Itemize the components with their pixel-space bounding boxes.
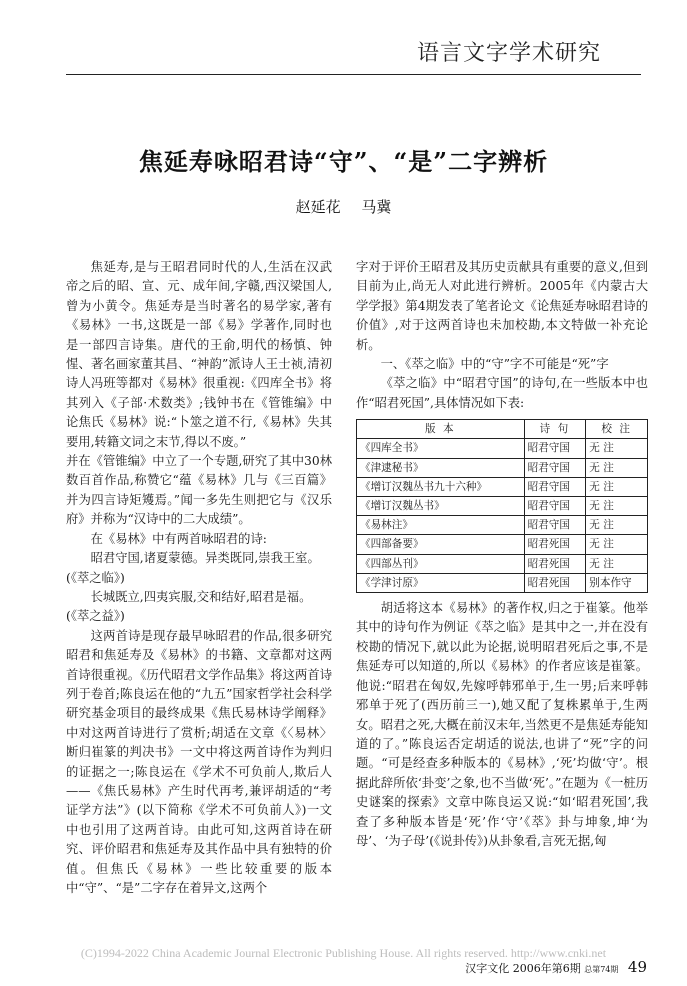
table-row <box>357 439 648 458</box>
table-header-cell: 诗 句 <box>524 420 586 439</box>
paragraph: 并在《管锥编》中立了一个专题,研究了其中30林数百首作品,称赞它“蕴《易林》几与《三百篇》并为四言诗矩矱焉。”闻一多先生则把它与《汉乐府》并称为“汉诗中的二大成绩”。 <box>66 454 332 527</box>
paragraph: 焦延寿,是与王昭君同时代的人,生活在汉武帝之后的昭、宣、元、成年间,字赣,西汉梁国人,曾为小黄令。焦延寿是当时著名的易学家,著有《易林》一书,这既是一部《易》学著作,同时也是一部四言诗集。唐代的王俞,明代的杨慎、钟惺、著名画家董其昌、“神韵”派诗人王士祯,清初诗人冯班等都对《易林》很重视:《四库全书》将其列入《子部·术数类》;钱钟书在《管锥编》中论焦氏《易林》说:“卜筮之道不行,《易林》失其要用,转籍文词之末节,得以不废。” <box>66 260 332 449</box>
table-row <box>357 458 648 477</box>
footer-total-issue: 总第74期 <box>584 965 619 974</box>
poem-line: 昭君守国,诸夏蒙德。异类既同,崇我王室。 <box>90 551 320 566</box>
paragraph: 字对于评价王昭君及其历史贡献具有重要的意义,但到目前为止,尚无人对此进行辨析。2005年《内蒙古大学学报》第4期发表了笔者论文《论焦延寿咏昭君诗的价值》,对于这两首诗也未加校勘,本文特做一补充论析。 <box>356 260 648 352</box>
table-cell: 《增订汉魏丛书九十六种》 <box>357 477 525 496</box>
table-cell: 昭君守国 <box>524 458 586 477</box>
table-header-cell: 校 注 <box>586 420 648 439</box>
table-header-cell: 版 本 <box>357 420 525 439</box>
table-cell: 昭君死国 <box>524 573 586 592</box>
table-cell: 《增订汉魏丛书》 <box>357 497 525 516</box>
table-cell: 《学津讨原》 <box>357 573 525 592</box>
table-row <box>357 516 648 535</box>
footer-issue: 2006年第6期 <box>512 962 581 975</box>
table-cell: 《津逮秘书》 <box>357 458 525 477</box>
table-row <box>357 554 648 573</box>
table-cell: 无 注 <box>586 497 648 516</box>
page-footer <box>465 958 647 976</box>
section-heading: 一、《萃之临》中的“守”字不可能是“死”字 <box>380 357 609 372</box>
table-cell: 昭君守国 <box>524 439 586 458</box>
footer-journal: 汉字文化 <box>465 962 510 975</box>
table-cell: 《易林注》 <box>357 516 525 535</box>
left-text-column <box>66 258 332 898</box>
table-cell: 无 注 <box>586 535 648 554</box>
author-name: 赵延花 <box>295 198 341 216</box>
table-cell: 昭君守国 <box>524 477 586 496</box>
poem-line: 长城既立,四夷宾服,交和结好,昭君是福。 <box>90 589 312 604</box>
table-header-row <box>357 420 648 439</box>
poem-source: (《萃之临》) <box>66 570 125 585</box>
table-row <box>357 535 648 554</box>
paragraph: 胡适将这本《易林》的著作权,归之于崔篆。他举其中的诗句作为例证《萃之临》是其中之一,并在没有校勘的情况下,就以此为论据,说明昭君死后之事,不是焦延寿可以知道的,所以《易林》的作者应该是崔篆。他说:“昭君在匈奴,先嫁呼韩邪单于,生一男;后来呼韩邪单于死了(西历前三一),她又配了复株累单于,生两女。昭君之死,大概在前汉末年,当然更不是焦延寿能知道的了。”陈良运否定胡适的说法,也讲了“死”字的问题。“可是经查多种版本的《易林》,‘死’均做‘守’。根据此辞所依‘卦变’之象,也不当做‘死’。”在题为《一桩历史谜案的探索》文章中陈良运又说:“如‘昭君死国’,我查了多种版本皆是‘死’作‘守’《萃》卦与坤象,坤‘为母’、‘为子母’(《说卦传》)从卦象看,言死无据,匈 <box>356 601 648 848</box>
table-row <box>357 497 648 516</box>
table-cell: 无 注 <box>586 554 648 573</box>
table-cell: 无 注 <box>586 439 648 458</box>
table-cell: 无 注 <box>586 477 648 496</box>
right-text-column <box>356 258 648 851</box>
table-cell: 无 注 <box>586 516 648 535</box>
table-cell: 无 注 <box>586 458 648 477</box>
table-cell: 昭君守国 <box>524 497 586 516</box>
table-cell: 《四部丛刊》 <box>357 554 525 573</box>
table-cell: 《四库全书》 <box>357 439 525 458</box>
poem-source: (《萃之益》) <box>66 609 125 624</box>
table-cell: 别本作守 <box>586 573 648 592</box>
table-cell: 《四部备要》 <box>357 535 525 554</box>
versions-table <box>356 419 648 593</box>
header-rule <box>66 74 641 75</box>
table-cell: 昭君死国 <box>524 535 586 554</box>
article-authors <box>0 196 687 217</box>
paragraph: 这两首诗是现存最早咏昭君的作品,很多研究昭君和焦延寿及《易林》的书籍、文章都对这两首诗很重视。《历代昭君文学作品集》将这两首诗列于卷首;陈良运在他的“九五”国家哲学社会科学研究基金项目的最终成果《焦氏易林诗学阐释》中对这两首诗进行了赏析;胡适在文章《〈易林〉断归崔篆的判决书》一文中将这两首诗作为判归的证据之一;陈良运在《学术不可负前人,欺后人——《焦氏易林》产生时代再考,兼评胡适的“考证学方法”》(以下简称《学术不可负前人》)一文中也引用了这两首诗。由此可知,这两首诗在研究、评价昭君和焦延寿及其作品中具有独特的价值。但焦氏《易林》一些比较重要的版本中“守”、“是”二字存在着异文,这两个 <box>66 628 332 895</box>
article-title: 焦延寿咏昭君诗“守”、“是”二字辨析 <box>138 147 549 176</box>
table-cell: 昭君守国 <box>524 516 586 535</box>
page-number: 49 <box>627 958 647 976</box>
table-row <box>357 573 648 592</box>
copyright-watermark: (C)1994-2022 China Academic Journal Electronic Publishing House. All rights reserved. http://www.cnki.net <box>80 946 607 960</box>
author-name: 马冀 <box>361 198 392 216</box>
table-cell: 昭君死国 <box>524 554 586 573</box>
paragraph: 在《易林》中有两首咏昭君的诗: <box>90 531 267 546</box>
table-row <box>357 477 648 496</box>
journal-section-name: 语言文字学术研究 <box>416 41 601 66</box>
paragraph: 《萃之临》中“昭君守国”的诗句,在一些版本中也作“昭君死国”,具体情况如下表: <box>356 376 648 410</box>
